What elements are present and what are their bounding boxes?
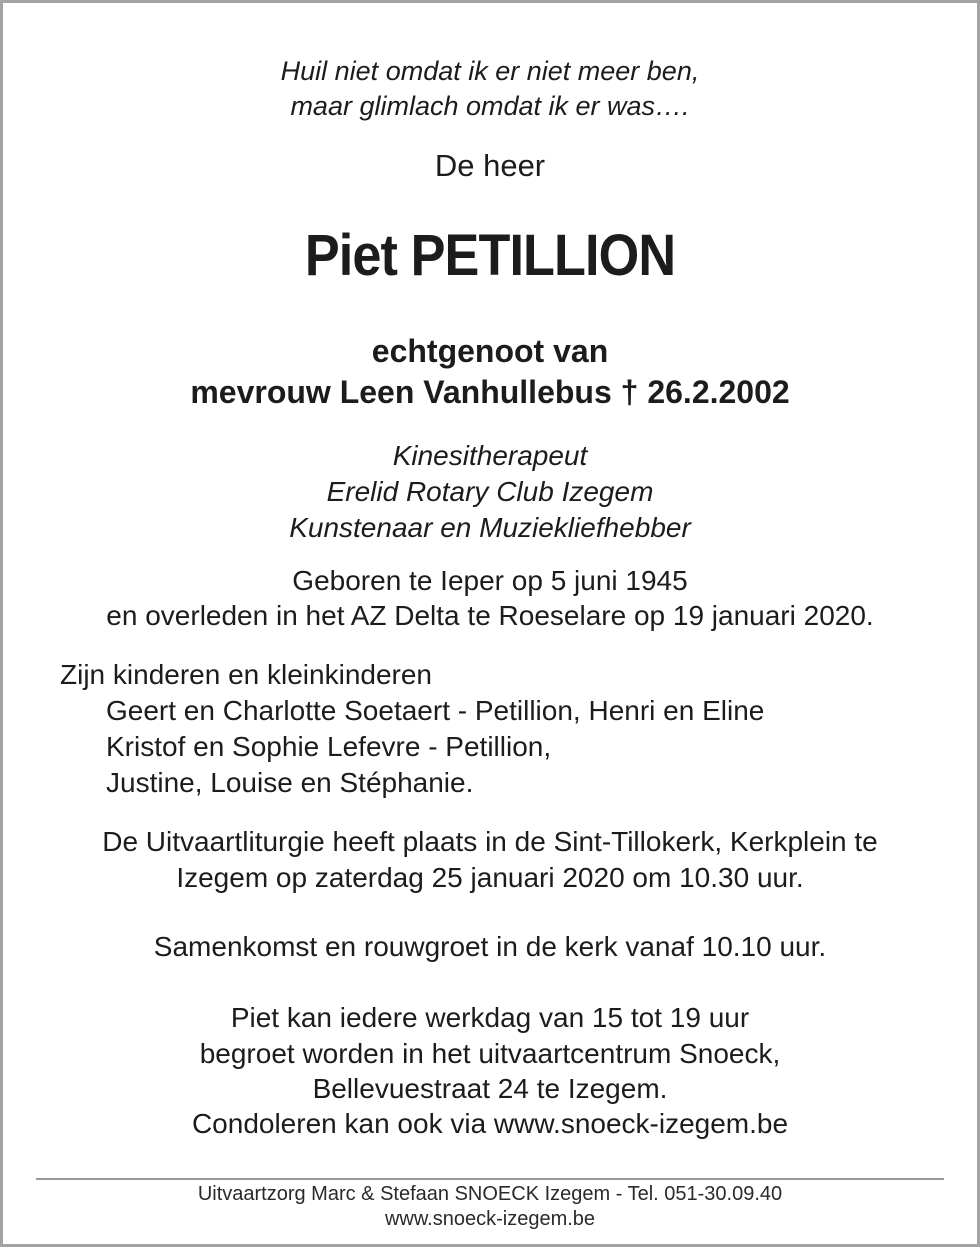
visit-line-4: Condoleren kan ook via www.snoeck-izegem.be [191,1108,789,1139]
visit-line-2: begroet worden in het uitvaartcentrum Snoeck, [199,1038,781,1069]
family-line-1: Geert en Charlotte Soetaert - Petillion, Henri en Eline [106,695,765,726]
liturgy-line-1: De Uitvaartliturgie heeft plaats in de Sint-Tillokerk, Kerkplein te [102,826,878,857]
visit-line-3: Bellevuestraat 24 te Izegem. [312,1073,668,1104]
quote-line-2: maar glimlach omdat ik er was…. [290,91,690,121]
birth-line-1: Geboren te Ieper op 5 juni 1945 [292,565,688,596]
liturgy-line-2: Izegem op zaterdag 25 januari 2020 om 10.30 uur. [176,862,804,893]
honorific-title: De heer [434,148,546,183]
visit-line-1: Piet kan iedere werkdag van 15 tot 19 uur [230,1002,750,1033]
gathering-text: Samenkomst en rouwgroet in de kerk vanaf 10.10 uur. [153,931,827,962]
spouse-line-1: echtgenoot van [371,333,609,369]
quote-line-1: Huil niet omdat ik er niet meer ben, [280,56,700,86]
spouse-line-2: mevrouw Leen Vanhullebus † 26.2.2002 [190,374,790,410]
role-3: Kunstenaar en Muziekliefhebber [289,512,691,543]
birth-line-2: en overleden in het AZ Delta te Roeselare op 19 januari 2020. [106,600,874,631]
family-line-2: Kristof en Sophie Lefevre - Petillion, [106,731,552,762]
role-2: Erelid Rotary Club Izegem [326,476,654,507]
family-heading: Zijn kinderen en kleinkinderen [60,659,432,690]
footer-divider [36,1178,944,1180]
deceased-name: Piet PETILLION [304,223,676,288]
family-line-3: Justine, Louise en Stéphanie. [106,767,474,798]
footer-line-2: www.snoeck-izegem.be [384,1208,596,1230]
footer-line-1: Uitvaartzorg Marc & Stefaan SNOECK Izegem - Tel. 051-30.09.40 [197,1183,783,1205]
role-1: Kinesitherapeut [392,440,588,471]
